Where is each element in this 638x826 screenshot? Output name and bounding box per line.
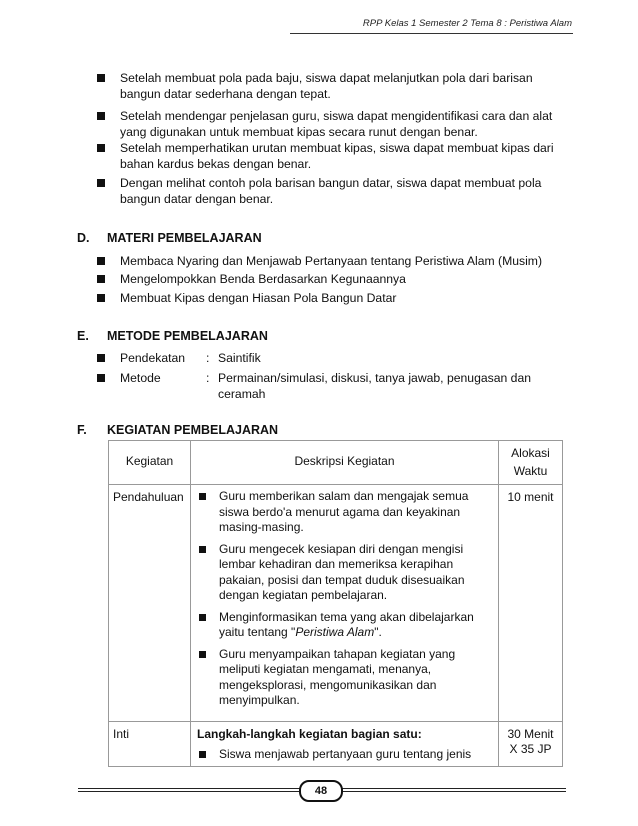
list-item: Mengelompokkan Benda Berdasarkan Kegunaannya (97, 272, 567, 288)
colon: : (206, 371, 210, 385)
waktu-cell: 10 menit (499, 485, 563, 722)
list-item: Menginformasikan tema yang akan dibelajarkan yaitu tentang "Peristiwa Alam". (197, 610, 494, 641)
header-deskripsi: Deskripsi Kegiatan (191, 441, 499, 485)
table-row (109, 721, 563, 767)
list-item: Dengan melihat contoh pola barisan bangun datar, siswa dapat membuat pola bangun datar dengan benar. (97, 176, 567, 207)
square-bullet-icon (97, 294, 105, 302)
square-bullet-icon (199, 546, 206, 553)
header-kegiatan: Kegiatan (109, 441, 191, 485)
pendekatan-value: Saintifik (218, 351, 261, 365)
list-item: Guru mengecek kesiapan diri dengan mengisi lembar kehadiran dan memeriksa kerapihan pakaian, posisi dan tempat duduk disesuaikan dengan kegiatan pembelajaran. (197, 542, 494, 604)
square-bullet-icon (199, 751, 206, 758)
square-bullet-icon (199, 651, 206, 658)
header-alokasi: Alokasi Waktu (499, 441, 563, 485)
section-heading-e: E. METODE PEMBELAJARAN (77, 329, 268, 343)
page-number: 48 (299, 780, 343, 802)
kegiatan-cell: Inti (109, 721, 191, 767)
square-bullet-icon (97, 257, 105, 265)
list-item: Siswa menjawab pertanyaan guru tentang jenis (197, 747, 494, 763)
kegiatan-table (108, 440, 563, 767)
pendekatan-label: Pendekatan (120, 351, 186, 365)
table-row (109, 485, 563, 722)
list-item: Guru menyampaikan tahapan kegiatan yang meliputi kegiatan mengamati, menanya, mengeksplorasi, mengomunikasikan dan menyimpulkan. (197, 647, 494, 709)
metode-label: Metode (120, 371, 161, 385)
square-bullet-icon (97, 112, 105, 120)
list-item: Membuat Kipas dengan Hiasan Pola Bangun Datar (97, 291, 567, 307)
kegiatan-cell: Pendahuluan (109, 485, 191, 722)
metode-value: Permainan/simulasi, diskusi, tanya jawab, penugasan dan ceramah (218, 371, 531, 401)
waktu-cell: 30 Menit X 35 JP (499, 721, 563, 767)
square-bullet-icon (97, 374, 105, 382)
square-bullet-icon (97, 354, 105, 362)
square-bullet-icon (97, 179, 105, 187)
running-header: RPP Kelas 1 Semester 2 Tema 8 : Peristiwa Alam (362, 18, 572, 29)
square-bullet-icon (97, 74, 105, 82)
list-item: Guru memberikan salam dan mengajak semua siswa berdo'a menurut agama dan keyakinan masing-masing. (197, 489, 494, 536)
list-item: Membaca Nyaring dan Menjawab Pertanyaan tentang Peristiwa Alam (Musim) (97, 254, 567, 270)
list-item: Setelah memperhatikan urutan membuat kipas, siswa dapat membuat kipas dari bahan kardus bekas dengan benar. (97, 141, 567, 172)
square-bullet-icon (97, 275, 105, 283)
list-item: Setelah mendengar penjelasan guru, siswa dapat mengidentifikasi cara dan alat yang digunakan untuk membuat kipas secara runut dengan benar. (97, 109, 567, 140)
section-heading-d: D. MATERI PEMBELAJARAN (77, 231, 262, 245)
deskripsi-cell (191, 485, 499, 722)
colon: : (206, 351, 210, 365)
section-heading-f: F. KEGIATAN PEMBELAJARAN (77, 423, 279, 437)
square-bullet-icon (97, 144, 105, 152)
table-header-row (109, 441, 563, 485)
list-item: Setelah membuat pola pada baju, siswa dapat melanjutkan pola dari barisan bangun datar sederhana dengan tepat. (97, 71, 567, 102)
square-bullet-icon (199, 493, 206, 500)
deskripsi-cell: Langkah-langkah kegiatan bagian satu: Siswa menjawab pertanyaan guru tentang jenis (191, 721, 499, 767)
square-bullet-icon (199, 614, 206, 621)
header-rule (290, 33, 573, 34)
